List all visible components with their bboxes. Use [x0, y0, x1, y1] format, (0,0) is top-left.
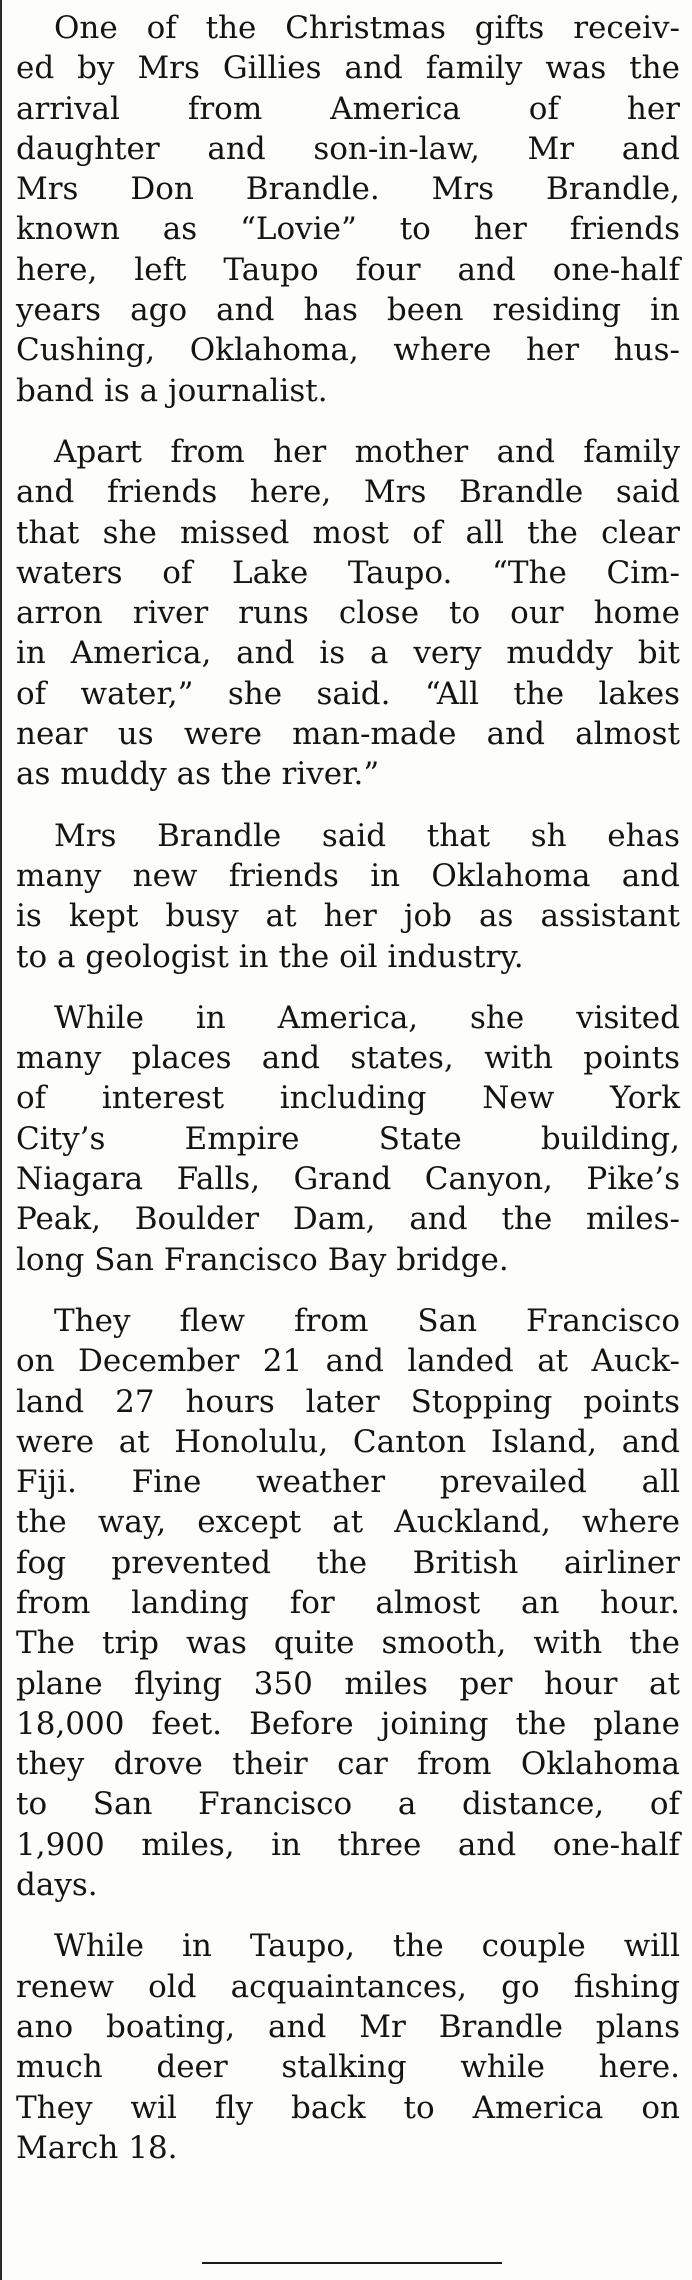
text-line: long San Francisco Bay bridge.	[16, 1241, 509, 1278]
paragraph-3	[16, 816, 680, 977]
text-line: of interest including New York	[16, 1080, 680, 1117]
text-line: They flew from San Francisco	[54, 1302, 680, 1339]
text-line: as muddy as the river.”	[16, 756, 380, 793]
paragraph-6	[16, 1926, 680, 2168]
text-line: 1,900 miles, in three and one-half	[16, 1826, 680, 1863]
text-line: The trip was quite smooth, with the	[16, 1625, 680, 1662]
text-line: Mrs Brandle said that sh ehas	[54, 817, 680, 854]
text-line: of water,” she said. “All the lakes	[16, 675, 680, 712]
text-line: plane flying 350 miles per hour at	[16, 1665, 680, 1702]
text-line: here, left Taupo four and one-half	[16, 251, 680, 288]
text-line: is kept busy at her job as assistant	[16, 898, 680, 935]
text-line: near us were man-made and almost	[16, 716, 680, 753]
text-line: Mrs Don Brandle. Mrs Brandle,	[16, 171, 680, 208]
text-line: Peak, Boulder Dam, and the miles-	[16, 1201, 680, 1238]
text-line: they drove their car from Oklahoma	[16, 1746, 680, 1783]
text-line: fog prevented the British airliner	[16, 1544, 680, 1581]
text-line: ano boating, and Mr Brandle plans	[16, 2008, 680, 2045]
text-line: that she missed most of all the clear	[16, 514, 680, 551]
text-line: land 27 hours later Stopping points	[16, 1383, 680, 1420]
paragraph-5	[16, 1301, 680, 1905]
paragraph-4	[16, 998, 680, 1280]
text-line: While in Taupo, the couple will	[54, 1928, 680, 1965]
text-line: One of the Christmas gifts receiv-	[54, 10, 680, 46]
text-line: known as “Lovie” to her friends	[16, 211, 680, 248]
text-line: on December 21 and landed at Auck-	[16, 1343, 680, 1380]
text-line: the way, except at Auckland, where	[16, 1504, 680, 1541]
text-line: They wil fly back to America on	[16, 2089, 680, 2126]
text-line: many new friends in Oklahoma and	[16, 857, 680, 894]
text-line: While in America, she visited	[54, 999, 680, 1036]
text-line: March 18.	[16, 2129, 178, 2166]
text-line: from landing for almost an hour.	[16, 1584, 680, 1621]
text-line: were at Honolulu, Canton Island, and	[16, 1423, 680, 1460]
text-line: many places and states, with points	[16, 1040, 680, 1077]
text-line: days.	[16, 1867, 98, 1904]
text-line: Apart from her mother and family	[54, 433, 680, 470]
paragraph-2	[16, 432, 680, 795]
end-rule-divider	[202, 2262, 502, 2264]
text-line: band is a journalist.	[16, 372, 328, 409]
text-line: arron river runs close to our home	[16, 595, 680, 632]
text-line: Cushing, Oklahoma, where her hus-	[16, 332, 680, 369]
text-line: to a geologist in the oil industry.	[16, 938, 524, 975]
text-line: in America, and is a very muddy bit	[16, 635, 680, 672]
paragraph-1	[16, 8, 680, 411]
text-line: daughter and son-in-law, Mr and	[16, 130, 680, 167]
text-line: waters of Lake Taupo. “The Cim-	[16, 554, 680, 591]
text-line: City’s Empire State building,	[16, 1120, 680, 1157]
text-line: much deer stalking while here.	[16, 2049, 680, 2086]
text-line: Fiji. Fine weather prevailed all	[16, 1464, 680, 1501]
text-line: 18,000 feet. Before joining the plane	[16, 1705, 680, 1742]
text-line: arrival from America of her	[16, 90, 680, 127]
text-line: years ago and has been residing in	[16, 292, 680, 329]
text-line: and friends here, Mrs Brandle said	[16, 474, 680, 511]
text-line: renew old acquaintances, go fishing	[16, 1968, 680, 2005]
text-line: ed by Mrs Gillies and family was the	[16, 50, 680, 87]
text-line: Niagara Falls, Grand Canyon, Pike’s	[16, 1161, 680, 1198]
text-line: to San Francisco a distance, of	[16, 1786, 680, 1823]
article-body	[16, 8, 680, 2189]
